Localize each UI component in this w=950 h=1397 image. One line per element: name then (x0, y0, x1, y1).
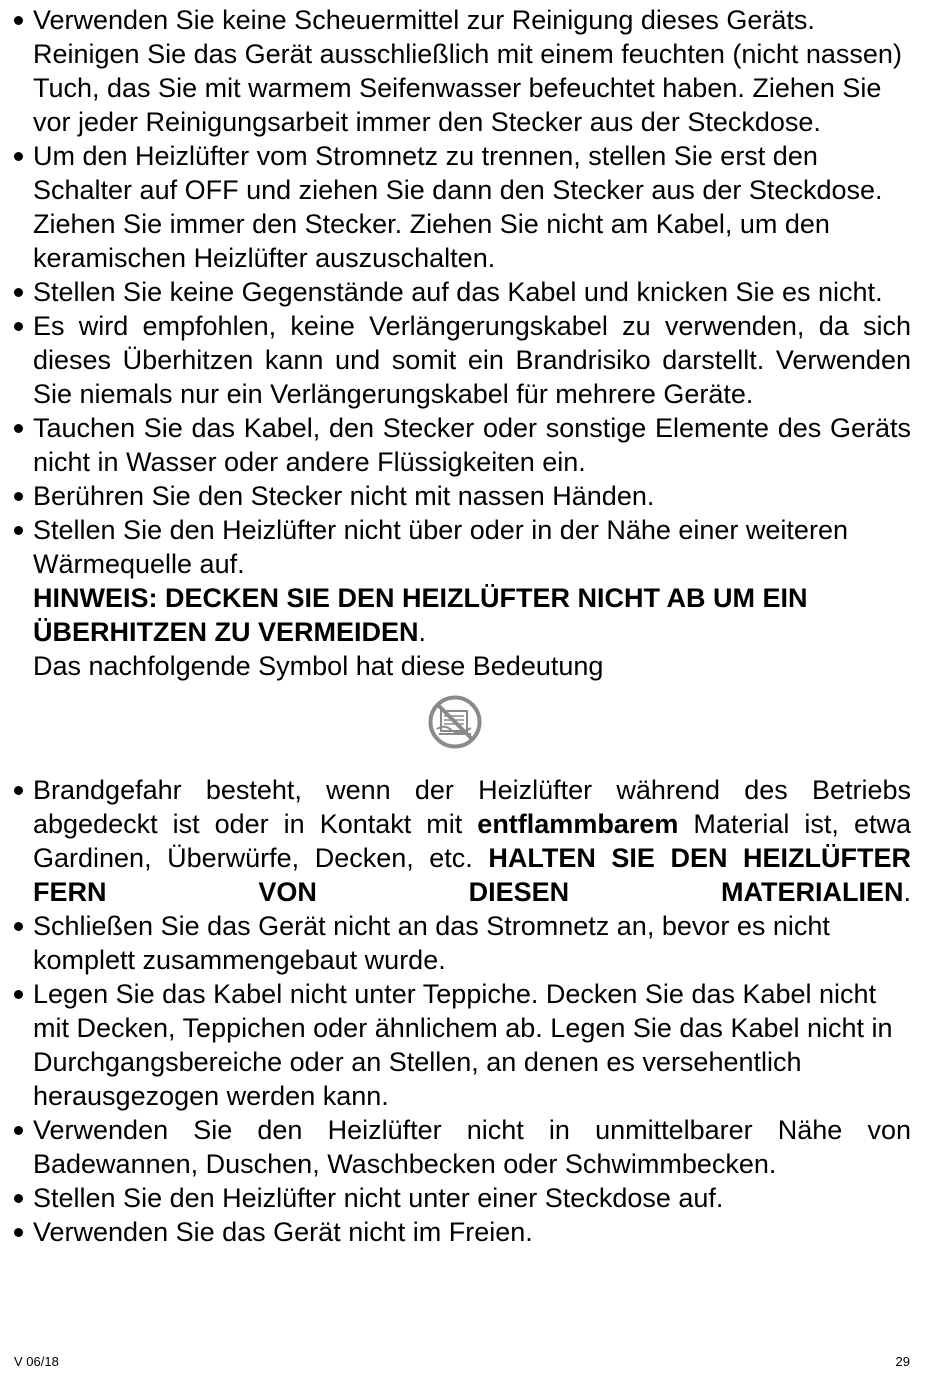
list-item-text: Verwenden Sie den Heizlüfter nicht in unmittelbarer Nähe von Badewannen, Duschen, Waschbecken oder Schwimmbecken. (33, 1115, 911, 1179)
list-item (14, 513, 911, 581)
fire-text-part1: Brandgefahr besteht, wenn der Heizlüfter während des Betriebs abgedeckt ist oder in Kontakt mit (33, 775, 911, 839)
list-item-text: Es wird empfohlen, keine Verlängerungskabel zu verwenden, da sich dieses Überhitzen kann und somit ein Brandrisiko darstellt. Verwenden Sie niemals nur ein Verlängerungskabel für mehrere Geräte. (33, 311, 911, 409)
symbol-caption: Das nachfolgende Symbol hat diese Bedeutung (33, 651, 604, 681)
bullet-icon (14, 922, 23, 931)
do-not-cover-icon (427, 694, 483, 750)
symbol-area (14, 683, 911, 773)
list-item (14, 1215, 911, 1249)
list-item (14, 139, 911, 275)
list-item-fire-hazard (14, 773, 911, 909)
list-item-text: Tauchen Sie das Kabel, den Stecker oder sonstige Elemente des Geräts nicht in Wasser oder andere Flüssigkeiten ein. (33, 413, 911, 477)
list-item-text: Stellen Sie keine Gegenstände auf das Kabel und knicken Sie es nicht. (33, 277, 883, 307)
list-item (14, 1113, 911, 1181)
note-warning-text: HINWEIS: DECKEN SIE DEN HEIZLÜFTER NICHT AB UM EIN ÜBERHITZEN ZU VERMEIDEN (33, 583, 808, 647)
instructions-content (14, 3, 911, 1249)
list-item (14, 309, 911, 411)
bullet-icon (14, 1194, 23, 1203)
note-warning (33, 581, 911, 649)
list-item-text: Um den Heizlüfter vom Stromnetz zu trennen, stellen Sie erst den Schalter auf OFF und ziehen Sie dann den Stecker aus der Steckdose. Ziehen Sie immer den Stecker. Ziehen Sie nicht am Kabel, um den keramischen Heizlüfter auszuschalten. (33, 141, 883, 273)
list-item-text: Schließen Sie das Gerät nicht an das Stromnetz an, bevor es nicht komplett zusammengebaut wurde. (33, 911, 830, 975)
list-item (14, 3, 911, 139)
list-item-text: Berühren Sie den Stecker nicht mit nassen Händen. (33, 481, 655, 511)
bullet-icon (14, 1228, 23, 1237)
note-block (14, 581, 911, 683)
list-item-text: Stellen Sie den Heizlüfter nicht über oder in der Nähe einer weiteren Wärmequelle auf. (33, 515, 848, 579)
list-item-text: Stellen Sie den Heizlüfter nicht unter einer Steckdose auf. (33, 1183, 724, 1213)
list-item (14, 275, 911, 309)
bullet-icon (14, 424, 23, 433)
list-item-text: Verwenden Sie keine Scheuermittel zur Reinigung dieses Geräts. Reinigen Sie das Gerät ausschließlich mit einem feuchten (nicht nassen) Tuch, das Sie mit warmem Seifenwasser befeuchtet haben. Ziehen Sie vor jeder Reinigungsarbeit immer den Stecker aus der Steckdose. (33, 5, 902, 137)
bullet-icon (14, 152, 23, 161)
fire-text-part2: Material ist, etwa Gardinen, Überwürfe, Decken, etc. (33, 809, 911, 873)
list-item (14, 909, 911, 977)
bullet-icon (14, 16, 23, 25)
list-item (14, 411, 911, 479)
list-item-text: Legen Sie das Kabel nicht unter Teppiche. Decken Sie das Kabel nicht mit Decken, Teppichen oder ähnlichem ab. Legen Sie das Kabel nicht in Durchgangsbereiche oder an Stellen, an denen es versehentlich herausgezogen werden kann. (33, 979, 893, 1111)
list-item-text: Verwenden Sie das Gerät nicht im Freien. (33, 1217, 533, 1247)
bullet-icon (14, 492, 23, 501)
bullet-icon (14, 786, 23, 795)
footer-page-number: 29 (895, 1354, 910, 1369)
list-item (14, 479, 911, 513)
footer-version: V 06/18 (14, 1354, 59, 1369)
fire-text-bold2: HALTEN SIE DEN HEIZLÜFTER FERN VON DIESEN MATERIALIEN (33, 843, 911, 907)
fire-text-part3: . (903, 877, 911, 907)
bullet-icon (14, 990, 23, 999)
bullet-icon (14, 526, 23, 535)
note-warning-suffix: . (418, 617, 427, 647)
bullet-icon (14, 1126, 23, 1135)
bullet-icon (14, 288, 23, 297)
list-item (14, 1181, 911, 1215)
fire-text-bold1: entflammbarem (477, 809, 679, 839)
list-item (14, 977, 911, 1113)
bullet-icon (14, 322, 23, 331)
